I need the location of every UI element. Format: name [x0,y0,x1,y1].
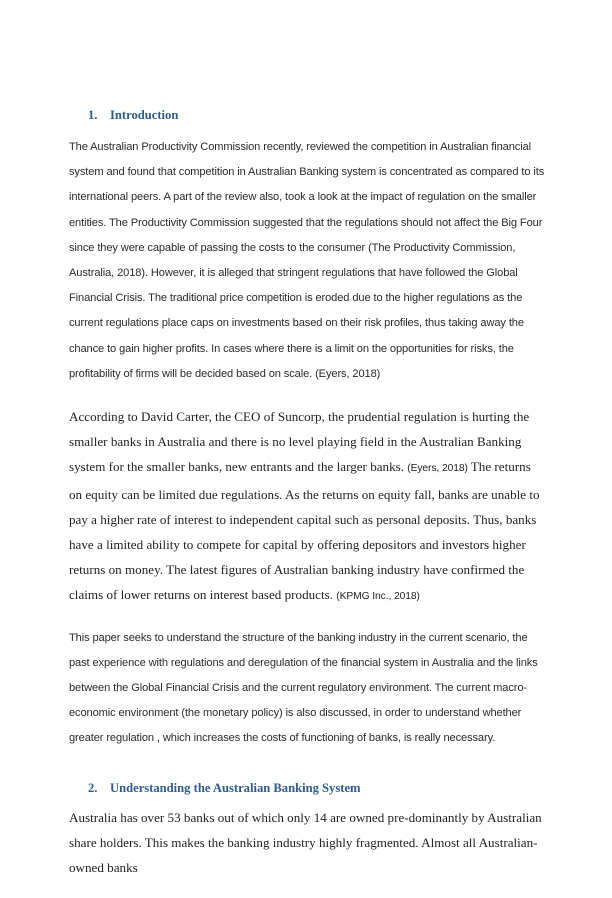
document-body [69,107,545,898]
section-title-1: Introduction [110,108,179,122]
section-number-2: 2. [88,780,98,795]
citation-kpmg-2018: (KPMG Inc., 2018) [336,591,420,603]
paragraph-intro-2 [69,404,545,610]
paragraph-segment-text: According to David Carter, the CEO of Suncorp, the prudential regulation is hurting the smaller banks in Australia and there is no level playing field in the Australian Banking system for the smaller banks, new entrants and the larger banks. [69,409,530,475]
citation-eyers-2018: (Eyers, 2018) [407,463,468,475]
paragraph-intro-1: The Australian Productivity Commission recently, reviewed the competition in Australian financial system and found that competition in Australian Banking system is concentrated as compared to its international peers. A part of the review also, took a look at the impact of regulation on the smaller entities. The Productivity Commission suggested that the regulations should not affect the Big Four since they were capable of passing the costs to the consumer (The Productivity Commission, Australia, 2018). However, it is alleged that stringent regulations that have followed the Global Financial Crisis. The traditional price competition is eroded due to the higher regulations as the current regulations place caps on investments based on their risk profiles, thus taking away the chance to gain higher profits. In cases where there is a limit on the opportunities for risks, the profitability of firms will be decided based on scale. (Eyers, 2018) [69,141,545,380]
section-heading-1 [69,107,545,124]
section-number-1: 1. [88,108,98,122]
section-title-2: Understanding the Australian Banking System [110,780,361,795]
paragraph-segment-text: The returns on equity can be limited due regulations. As the returns on equity fall, banks are unable to pay a higher rate of interest to independent capital such as personal deposits. Thus, banks have a limited ability to compete for capital by offering depositors and investors higher returns on money. The latest figures of Australian banking industry have confirmed the claims of lower returns on interest based products. [69,459,540,603]
section-heading-2 [69,780,545,797]
paragraph-banking-system-1: Australia has over 53 banks out of which only 14 are owned pre-dominantly by Australian share holders. This makes the banking industry highly fragmented. Almost all Australian-owned banks [69,809,542,876]
paragraph-intro-3: This paper seeks to understand the structure of the banking industry in the current scenario, the past experience with regulations and deregulation of the financial system in Australia and the links between the Global Financial Crisis and the current regulatory environment. The current macro-economic environment (the monetary policy) is also discussed, in order to understand whether greater regulation , which increases the costs of functioning of banks, is really necessary. [69,631,538,745]
